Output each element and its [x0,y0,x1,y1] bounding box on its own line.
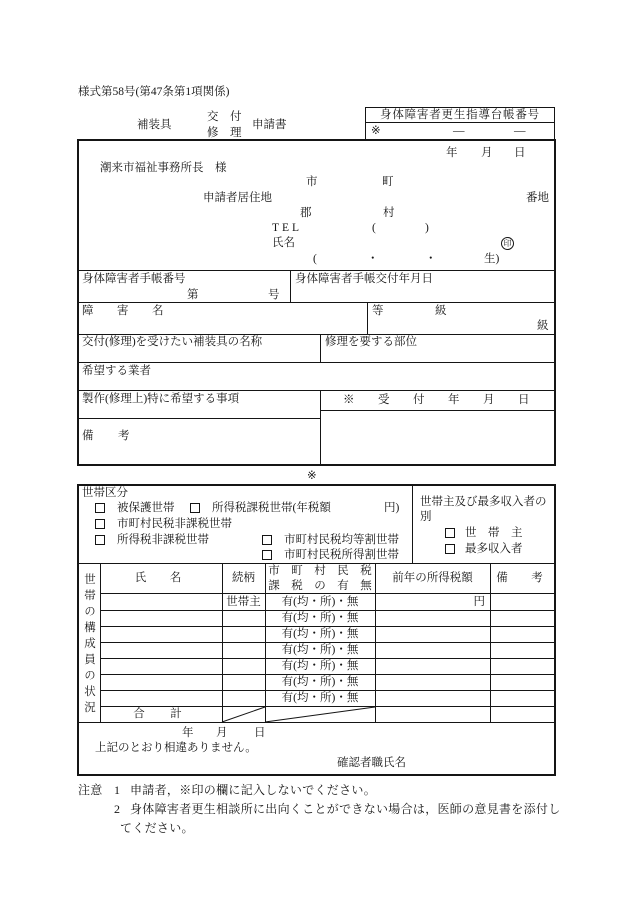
requests-label: 製作(修理上)特に希望する事項 [82,393,240,405]
address-city: 市 [306,176,318,188]
tax-status-cell: 有(均・所)・無 [281,612,359,624]
seal-mark: 印 [501,237,514,250]
checkbox-income-tax-exempt[interactable] [95,535,105,545]
category-income-tax-exempt: 所得税非課税世帯 [117,534,209,546]
category-income-tax-amount-unit: 円) [384,502,400,514]
checkbox-top-earner[interactable] [445,544,455,554]
tax-status-cell: 有(均・所)・無 [281,644,359,656]
grade-unit: 級 [537,320,549,332]
note-text: 身体障害者更生相談所に出向くことができない場合は，医師の意見書を添付し [130,802,561,816]
confirmation-date-day: 日 [254,727,266,739]
checkbox-municipal-tax-exempt[interactable] [95,519,105,529]
category-public-assistance: 被保護世帯 [117,502,175,514]
handbook-number-go: 号 [268,289,280,301]
note-number: 2 [114,802,121,816]
head-of-household-label: 世帯主及び最多収入者の [420,496,547,508]
application-date-day: 日 [514,147,526,159]
header-remarks: 備 考 [496,572,549,584]
repair-part-label: 修理を要する部位 [325,336,417,348]
tel-paren-close: ) [425,222,429,234]
registry-number-label: 身体障害者更生指導台帳番号 [380,109,540,121]
tel-paren-open: ( [372,222,376,234]
note-number: 1 [114,783,121,797]
checkbox-head-of-household[interactable] [445,528,455,538]
disability-label: 障 害 名 [82,305,170,317]
tax-status-cell: 有(均・所)・無 [281,628,359,640]
tax-status-cell: 有(均・所)・無 [281,676,359,688]
remarks-label: 備 考 [82,430,136,442]
addressee: 潮来市福祉事務所長 様 [100,162,227,174]
diagonal-strike [265,707,375,722]
grade-label: 等 級 [372,305,456,317]
checkbox-public-assistance[interactable] [95,503,105,513]
device-name-label: 交付(修理)を受けたい補装具の名称 [82,336,263,348]
checkbox-municipal-income-levy[interactable] [262,550,272,560]
title-suffix: 申請書 [252,119,287,131]
form-number: 様式第58号(第47条第1項関係) [78,86,230,98]
confirmation-statement: 上記のとおり相違ありません。 [95,742,257,754]
title-option-repair: 修 理 [207,127,242,139]
confirmation-date-year: 年 [182,727,194,739]
birth-separator: ・ [425,253,437,265]
title-prefix: 補装具 [137,119,172,131]
registry-dash: — [453,125,465,137]
header-income-tax: 前年の所得税額 [392,572,473,584]
registry-dash: — [514,125,526,137]
note-text: 申請者，※印の欄に記入しないでください。 [130,783,377,797]
birth-separator: ・ [367,253,379,265]
registry-mark: ※ [371,125,381,137]
birth-close: 生) [484,253,500,265]
header-relation: 続柄 [232,572,255,584]
diagonal-strike [222,707,265,722]
category-municipal-income-levy: 市町村民税所得割世帯 [284,549,399,561]
address-town: 町 [382,176,394,188]
birth-paren-open: ( [313,253,317,265]
tax-status-cell: 有(均・所)・無 [281,596,359,608]
total-label: 合 計 [133,708,189,720]
handbook-number-dai: 第 [187,289,199,301]
confirmation-date-month: 月 [216,727,228,739]
category-municipal-per-capita: 市町村民税均等割世帯 [284,534,399,546]
notes-label: 注意 [78,783,103,797]
handbook-number-label: 身体障害者手帳番号 [82,273,186,285]
tel-label: TEL [272,222,303,234]
address-county: 郡 [300,207,312,219]
address-village: 村 [383,207,395,219]
note-text-cont: てください。 [120,821,194,835]
name-label: 氏名 [272,237,295,249]
confirmer-label: 確認者職氏名 [337,757,406,769]
address-banchi: 番地 [526,192,549,204]
relation-cell: 世帯主 [226,596,261,608]
header-tax-status-cont: 課 税 の 有 無 [268,580,372,592]
separator-mark: ※ [307,470,317,482]
header-tax-status: 市 町 村 民 税 [268,565,372,577]
household-category-label: 世帯区分 [82,487,128,499]
category-income-tax-taxable: 所得税課税世帯(年税額 [212,502,331,514]
application-date-month: 月 [481,147,493,159]
reception-date-label: ※ 受 付 年 月 日 [343,394,536,406]
income-tax-cell: 円 [473,596,485,608]
head-of-household-label-cont: 別 [420,511,432,523]
tax-status-cell: 有(均・所)・無 [281,660,359,672]
category-municipal-tax-exempt: 市町村民税非課税世帯 [117,518,232,530]
vendor-label: 希望する業者 [82,365,151,377]
address-label: 申請者居住地 [203,192,272,204]
option-top-earner: 最多収入者 [465,543,523,555]
members-side-label: 世帯の構成員の状況 [83,573,95,717]
checkbox-municipal-per-capita[interactable] [262,535,272,545]
option-head-of-household: 世 帯 主 [465,527,523,539]
title-option-issue: 交 付 [207,111,242,123]
header-name: 氏 名 [134,572,188,584]
checkbox-income-tax-taxable[interactable] [190,503,200,513]
handbook-date-label: 身体障害者手帳交付年月日 [295,273,433,285]
tax-status-cell: 有(均・所)・無 [281,692,359,704]
application-date-year: 年 [446,147,458,159]
